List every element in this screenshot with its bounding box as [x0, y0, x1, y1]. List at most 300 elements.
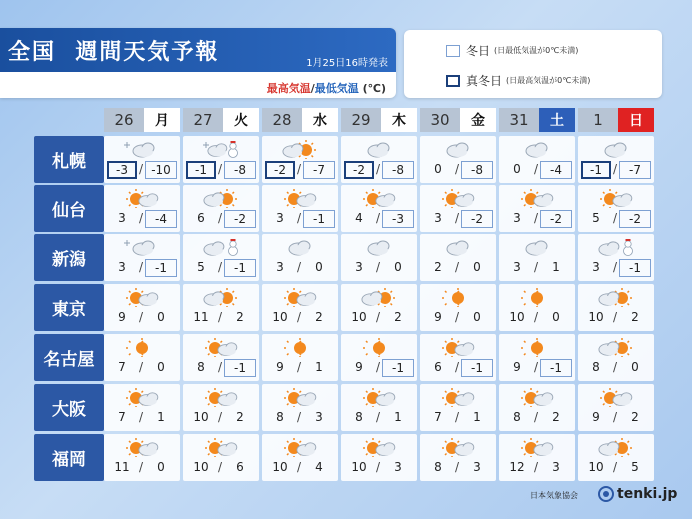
high-temp: 9 — [118, 310, 126, 324]
day-date: 27 — [183, 108, 223, 132]
low-temp: 2 — [394, 310, 402, 324]
sun-cloud-icon — [438, 387, 478, 407]
low-temp: 5 — [631, 460, 639, 474]
high-temp: 9 — [592, 410, 600, 424]
high-temp: 3 — [513, 211, 521, 225]
sun-icon — [122, 337, 162, 357]
day-date: 29 — [341, 108, 381, 132]
temp-separator: / — [376, 310, 381, 324]
temp-separator: / — [455, 260, 460, 274]
city-label: 東京 — [34, 284, 104, 331]
forecast-cell — [420, 284, 496, 331]
temperature-pair — [499, 458, 575, 478]
cloud-sun-icon — [596, 287, 636, 307]
high-temp: 8 — [513, 410, 521, 424]
low-temp: 1 — [157, 410, 165, 424]
high-temp: 12 — [509, 460, 525, 474]
low-temp: 0 — [473, 260, 481, 274]
mafuyubi-label: 真冬日 — [466, 74, 503, 88]
cloud-sun-icon — [596, 337, 636, 357]
forecast-cell — [183, 136, 259, 183]
temperature-pair — [578, 258, 654, 278]
temperature-pair — [341, 458, 417, 478]
legend-fuyubi — [446, 42, 578, 59]
page-title: 全国 週間天気予報 — [8, 40, 220, 65]
cloud-sun-icon — [201, 188, 241, 208]
forecast-cell — [341, 334, 417, 381]
low-temp: -1 — [145, 259, 177, 277]
low-temp: -2 — [619, 210, 651, 228]
high-temp: 2 — [434, 260, 442, 274]
cloud-icon — [517, 139, 557, 159]
temp-separator: / — [534, 260, 539, 274]
temp-separator: / — [613, 310, 618, 324]
high-temp: 6 — [197, 211, 205, 225]
high-temp: 3 — [276, 260, 284, 274]
forecast-cell — [262, 136, 338, 183]
low-temp: 2 — [631, 310, 639, 324]
forecast-cell — [183, 434, 259, 481]
low-temp: -2 — [224, 210, 256, 228]
forecast-cell — [578, 234, 654, 281]
low-temp: -1 — [540, 359, 572, 377]
low-temp: -8 — [461, 161, 493, 179]
low-temp: 3 — [473, 460, 481, 474]
sun-icon — [280, 337, 320, 357]
temp-separator: / — [455, 162, 460, 176]
temperature-pair — [262, 308, 338, 328]
high-temp: 8 — [592, 360, 600, 374]
high-temp: 6 — [434, 360, 442, 374]
high-temp: 9 — [513, 360, 521, 374]
temp-separator: / — [376, 162, 381, 176]
temp-separator: / — [218, 410, 223, 424]
city-label: 札幌 — [34, 136, 104, 183]
low-temp: -4 — [145, 210, 177, 228]
temp-separator: / — [534, 410, 539, 424]
temp-separator: / — [534, 460, 539, 474]
day-of-week: 火 — [223, 108, 259, 132]
temperature-pair — [262, 160, 338, 180]
low-temp: -4 — [540, 161, 572, 179]
temp-separator: / — [218, 260, 223, 274]
cloud-icon — [359, 237, 399, 257]
low-temp: 3 — [315, 410, 323, 424]
sun-cloud-icon — [596, 387, 636, 407]
temperature-pair — [262, 458, 338, 478]
high-temp: -2 — [344, 161, 374, 179]
temperature-pair — [499, 160, 575, 180]
high-temp: 3 — [276, 211, 284, 225]
forecast-cell — [183, 234, 259, 281]
high-temp: 7 — [434, 410, 442, 424]
forecast-cell — [499, 384, 575, 431]
temp-separator: / — [613, 410, 618, 424]
title-panel — [0, 28, 396, 98]
temp-separator: / — [297, 460, 302, 474]
high-temp: 8 — [434, 460, 442, 474]
forecast-cell — [183, 185, 259, 232]
forecast-cell — [499, 434, 575, 481]
sun-cloud-icon — [122, 437, 162, 457]
sun-cloud-icon — [201, 437, 241, 457]
cloud-icon — [517, 237, 557, 257]
temperature-pair — [104, 308, 180, 328]
sun-cloud-icon — [517, 387, 557, 407]
day-of-week: 水 — [302, 108, 338, 132]
sun-icon — [359, 337, 399, 357]
temperature-pair — [262, 408, 338, 428]
cloud-sun-icon — [280, 139, 320, 159]
day-of-week: 土 — [539, 108, 575, 132]
forecast-cell — [262, 185, 338, 232]
high-temp: 10 — [193, 460, 209, 474]
forecast-cell — [341, 384, 417, 431]
high-temp: -3 — [107, 161, 137, 179]
temperature-pair — [183, 458, 259, 478]
forecast-cell — [499, 234, 575, 281]
temperature-pair — [578, 308, 654, 328]
forecast-cell — [183, 284, 259, 331]
fuyubi-note: (日最低気温が0℃未満) — [494, 46, 579, 55]
high-temp: 3 — [592, 260, 600, 274]
city-label: 仙台 — [34, 185, 104, 232]
snow-snowman-icon — [201, 139, 241, 159]
high-temp: 0 — [434, 162, 442, 176]
title-band — [0, 28, 396, 72]
temp-separator: / — [139, 310, 144, 324]
temperature-pair — [578, 408, 654, 428]
low-temp: -1 — [224, 259, 256, 277]
forecast-cell — [499, 284, 575, 331]
temp-separator: / — [613, 360, 618, 374]
low-temp: 0 — [157, 310, 165, 324]
sun-cloud-icon — [517, 437, 557, 457]
temperature-pair — [104, 458, 180, 478]
low-temp: 1 — [394, 410, 402, 424]
low-temp: -1 — [303, 210, 335, 228]
legend-unit: (℃) — [362, 82, 386, 95]
cloud-icon — [438, 237, 478, 257]
low-temp: 0 — [157, 460, 165, 474]
forecast-cell — [341, 234, 417, 281]
cloud-sun-icon — [201, 287, 241, 307]
low-temp: -8 — [382, 161, 414, 179]
day-of-week: 日 — [618, 108, 654, 132]
sun-cloud-icon — [201, 337, 241, 357]
temperature-pair — [499, 408, 575, 428]
high-temp: 11 — [114, 460, 130, 474]
forecast-cell — [262, 334, 338, 381]
legend-low: 最低気温 — [314, 82, 359, 95]
low-temp: 4 — [315, 460, 323, 474]
day-header — [104, 108, 180, 132]
sun-cloud-icon — [359, 188, 399, 208]
forecast-cell — [341, 136, 417, 183]
low-temp: 0 — [157, 360, 165, 374]
low-temp: 0 — [394, 260, 402, 274]
brand-name: tenki.jp — [617, 486, 678, 502]
low-temp: 1 — [552, 260, 560, 274]
sun-cloud-icon — [122, 287, 162, 307]
forecast-cell — [341, 434, 417, 481]
sun-cloud-icon — [517, 188, 557, 208]
temp-separator: / — [297, 162, 302, 176]
high-temp: 10 — [509, 310, 525, 324]
day-of-week: 金 — [460, 108, 496, 132]
low-temp: -1 — [224, 359, 256, 377]
low-temp: -2 — [461, 210, 493, 228]
temperature-pair — [578, 458, 654, 478]
temperature-pair — [499, 209, 575, 229]
temperature-pair — [341, 258, 417, 278]
temperature-pair — [104, 358, 180, 378]
forecast-cell — [578, 384, 654, 431]
temperature-pair — [578, 160, 654, 180]
cloud-snowman-icon — [596, 237, 636, 257]
forecast-cell — [104, 136, 180, 183]
low-temp: -8 — [224, 161, 256, 179]
temp-separator: / — [218, 211, 223, 225]
day-date: 30 — [420, 108, 460, 132]
high-temp: 5 — [592, 211, 600, 225]
cloud-icon — [280, 237, 320, 257]
city-label: 新潟 — [34, 234, 104, 281]
temperature-pair — [420, 308, 496, 328]
sun-cloud-icon — [359, 437, 399, 457]
temperature-legend — [267, 80, 386, 96]
day-date: 1 — [578, 108, 618, 132]
temp-separator: / — [613, 260, 618, 274]
forecast-cell — [420, 234, 496, 281]
snow-cloud-icon — [122, 237, 162, 257]
temp-separator: / — [139, 162, 144, 176]
temp-separator: / — [455, 360, 460, 374]
temperature-pair — [183, 308, 259, 328]
city-label: 大阪 — [34, 384, 104, 431]
high-temp: 0 — [513, 162, 521, 176]
low-temp: 2 — [236, 310, 244, 324]
box-legend — [404, 30, 662, 98]
high-temp: 10 — [351, 460, 367, 474]
cloud-icon — [596, 139, 636, 159]
temperature-pair — [420, 209, 496, 229]
temperature-pair — [104, 209, 180, 229]
temp-separator: / — [455, 410, 460, 424]
temperature-pair — [420, 458, 496, 478]
temp-separator: / — [218, 162, 223, 176]
temperature-pair — [341, 160, 417, 180]
temp-separator: / — [139, 260, 144, 274]
low-temp: 2 — [552, 410, 560, 424]
forecast-cell — [104, 334, 180, 381]
high-temp: 3 — [355, 260, 363, 274]
temp-separator: / — [455, 211, 460, 225]
temp-separator: / — [376, 260, 381, 274]
footer-brand — [598, 486, 677, 502]
forecast-cell — [104, 284, 180, 331]
temperature-pair — [499, 258, 575, 278]
sun-cloud-icon — [438, 188, 478, 208]
temp-separator: / — [376, 410, 381, 424]
temp-separator: / — [613, 460, 618, 474]
sun-cloud-icon — [280, 437, 320, 457]
mafuyubi-note: (日最高気温が0℃未満) — [506, 76, 591, 85]
sun-cloud-icon — [122, 188, 162, 208]
high-temp: 10 — [351, 310, 367, 324]
temperature-pair — [183, 258, 259, 278]
sun-icon — [517, 287, 557, 307]
temp-separator: / — [297, 211, 302, 225]
sun-cloud-icon — [201, 387, 241, 407]
forecast-cell — [499, 185, 575, 232]
snow-cloud-icon — [122, 139, 162, 159]
temp-separator: / — [534, 360, 539, 374]
temperature-pair — [578, 209, 654, 229]
temperature-pair — [420, 358, 496, 378]
forecast-cell — [420, 384, 496, 431]
legend-mafuyubi — [446, 72, 590, 89]
low-temp: 3 — [394, 460, 402, 474]
forecast-cell — [104, 434, 180, 481]
day-header — [578, 108, 654, 132]
forecast-cell — [420, 185, 496, 232]
issued-time: 1月25日16時発表 — [306, 58, 388, 69]
forecast-cell — [420, 136, 496, 183]
temperature-pair — [183, 408, 259, 428]
day-date: 28 — [262, 108, 302, 132]
sun-cloud-icon — [438, 337, 478, 357]
temp-separator: / — [613, 211, 618, 225]
forecast-cell — [420, 434, 496, 481]
day-date: 26 — [104, 108, 144, 132]
forecast-cell — [578, 434, 654, 481]
high-temp: 10 — [193, 410, 209, 424]
day-date: 31 — [499, 108, 539, 132]
low-temp: -1 — [619, 259, 651, 277]
cloud-icon — [359, 139, 399, 159]
low-temp: 2 — [631, 410, 639, 424]
forecast-cell — [499, 334, 575, 381]
high-temp: 9 — [276, 360, 284, 374]
temp-separator: / — [534, 162, 539, 176]
cloud-snowman-icon — [201, 237, 241, 257]
low-temp: -7 — [303, 161, 335, 179]
forecast-cell — [578, 334, 654, 381]
temperature-pair — [262, 209, 338, 229]
mafuyubi-swatch — [446, 75, 460, 87]
temperature-pair — [183, 358, 259, 378]
forecast-cell — [104, 384, 180, 431]
temp-separator: / — [297, 410, 302, 424]
high-temp: 10 — [272, 310, 288, 324]
high-temp: -1 — [581, 161, 611, 179]
day-header — [420, 108, 496, 132]
temperature-pair — [341, 308, 417, 328]
temp-separator: / — [218, 310, 223, 324]
temperature-pair — [499, 308, 575, 328]
temp-separator: / — [218, 460, 223, 474]
temperature-pair — [341, 209, 417, 229]
day-header — [262, 108, 338, 132]
temperature-pair — [104, 258, 180, 278]
high-temp: 3 — [434, 211, 442, 225]
day-header — [499, 108, 575, 132]
temperature-pair — [420, 408, 496, 428]
fuyubi-swatch — [446, 45, 460, 57]
low-temp: 0 — [631, 360, 639, 374]
low-temp: -10 — [145, 161, 177, 179]
temp-separator: / — [376, 460, 381, 474]
temp-separator: / — [613, 162, 618, 176]
temp-separator: / — [297, 310, 302, 324]
sun-icon — [438, 287, 478, 307]
sun-cloud-icon — [359, 387, 399, 407]
temp-separator: / — [455, 310, 460, 324]
low-temp: -7 — [619, 161, 651, 179]
low-temp: -3 — [382, 210, 414, 228]
forecast-cell — [262, 434, 338, 481]
forecast-cell — [578, 185, 654, 232]
high-temp: 3 — [118, 211, 126, 225]
forecast-cell — [262, 384, 338, 431]
low-temp: 2 — [236, 410, 244, 424]
high-temp: -2 — [265, 161, 295, 179]
sun-cloud-icon — [280, 387, 320, 407]
sun-cloud-icon — [596, 188, 636, 208]
low-temp: 2 — [315, 310, 323, 324]
tenki-logo-icon — [598, 486, 614, 502]
fuyubi-label: 冬日 — [466, 44, 491, 58]
temp-separator: / — [297, 260, 302, 274]
cloud-icon — [438, 139, 478, 159]
low-temp: -1 — [382, 359, 414, 377]
sun-cloud-icon — [122, 387, 162, 407]
sun-cloud-icon — [280, 188, 320, 208]
temp-separator: / — [139, 410, 144, 424]
forecast-cell — [578, 284, 654, 331]
day-header — [183, 108, 259, 132]
footer-org: 日本気象協会 — [530, 491, 578, 500]
low-temp: 0 — [552, 310, 560, 324]
temp-separator: / — [376, 360, 381, 374]
low-temp: 0 — [315, 260, 323, 274]
temperature-pair — [262, 258, 338, 278]
temperature-pair — [104, 160, 180, 180]
temp-separator: / — [376, 211, 381, 225]
high-temp: -1 — [186, 161, 216, 179]
day-of-week: 木 — [381, 108, 417, 132]
temp-separator: / — [534, 211, 539, 225]
sun-cloud-icon — [438, 437, 478, 457]
temperature-pair — [183, 209, 259, 229]
temp-separator: / — [455, 460, 460, 474]
high-temp: 10 — [588, 310, 604, 324]
high-temp: 8 — [276, 410, 284, 424]
temp-separator: / — [139, 211, 144, 225]
temperature-pair — [262, 358, 338, 378]
forecast-cell — [420, 334, 496, 381]
low-temp: 1 — [473, 410, 481, 424]
forecast-cell — [578, 136, 654, 183]
low-temp: -1 — [461, 359, 493, 377]
high-temp: 3 — [513, 260, 521, 274]
city-label: 福岡 — [34, 434, 104, 481]
temperature-pair — [578, 358, 654, 378]
low-temp: 6 — [236, 460, 244, 474]
day-of-week: 月 — [144, 108, 180, 132]
day-header — [341, 108, 417, 132]
